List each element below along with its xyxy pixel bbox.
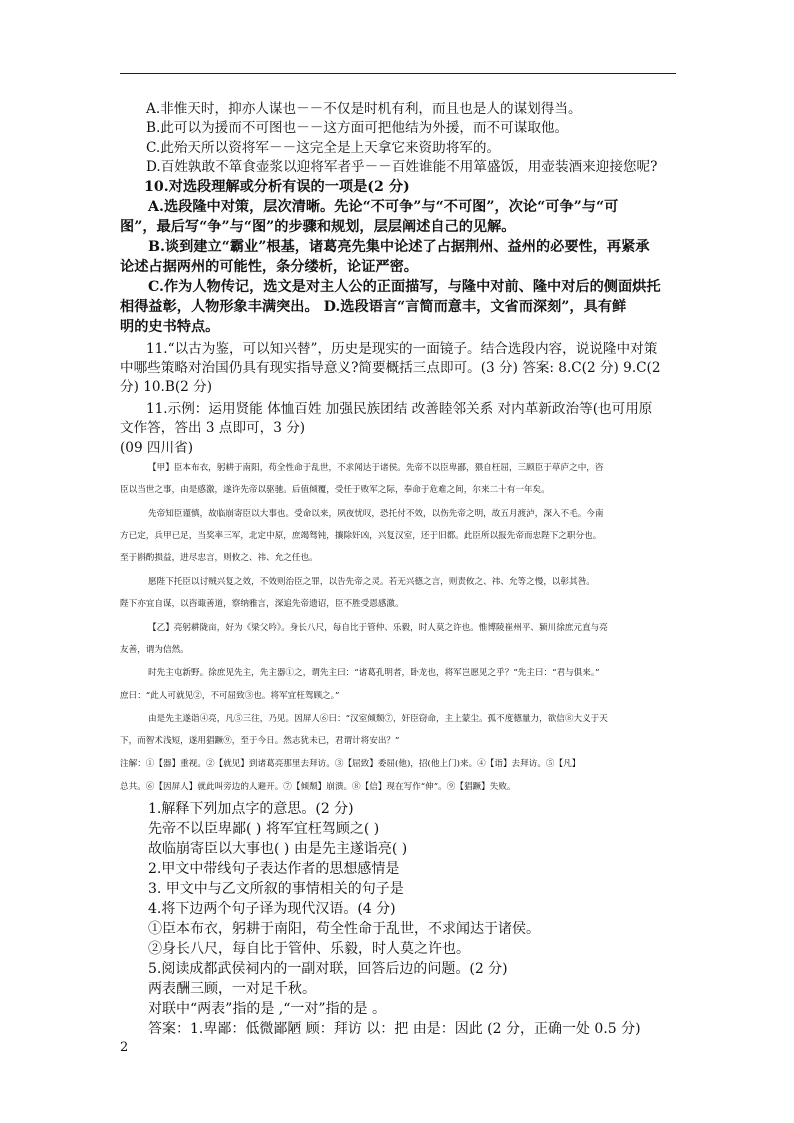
question-line: 对联中“两表”指的是 ,“一对”指的是 。 <box>148 1001 386 1017</box>
question-11-line: 中哪些策略对治国仍具有现实指导意义?简要概括三点即可。(3 分) 答案: 8.C(2 分) 9.C(2 <box>120 360 661 376</box>
option-9-d: D.百姓孰敢不箪食壶浆以迎将军者乎－－百姓谁能不用箪盛饭，用壶装酒来迎接您呢? <box>146 159 658 175</box>
passage-line: 陛下亦宜自谋，以咨诹善道，察纳雅言，深追先帝遗诏，臣不胜受恩感激。 <box>120 599 404 609</box>
passage-line: 友善，谓为信然。 <box>120 645 189 655</box>
passage-line: 方已定，兵甲已足，当奖率三军，北定中原，庶竭驽钝，攘除奸凶，兴复汉室，还于旧都。此臣所以报先帝而忠陛下之职分也。 <box>120 531 602 541</box>
question-11-answer: 11.示例：运用贤能 体恤百姓 加强民族团结 改善睦邻关系 对内革新政治等(也可用原 <box>146 401 653 417</box>
question-line: 两表酬三顾，一对足千秋。 <box>148 981 316 997</box>
question-line: 2.甲文中带线句子表达作者的思想感情是 <box>148 861 400 877</box>
question-11-answer: 文作答，答出 3 点即可，3 分) <box>120 420 306 436</box>
question-10-line: B.谈到建立“霸业”根基，诸葛亮先集中论述了占据荆州、益州的必要性，再紧承 <box>148 239 650 255</box>
passage-line: 【乙】亮躬耕陇亩，好为《梁父吟》。身长八尺，每自比于管仲、乐毅，时人莫之许也。惟博陵崔州平、颍川徐庶元直与亮 <box>148 623 608 633</box>
passage-line: 由是先主遂诣④亮，凡⑤三往，乃见。因屏人⑥曰：“汉室倾颓⑦，奸臣窃命，主上蒙尘。孤不度德量力，欲信⑧大义于天 <box>148 714 608 724</box>
question-line: ①臣本布衣，躬耕于南阳，苟全性命于乱世，不求闻达于诸侯。 <box>148 921 540 937</box>
question-line: 故临崩寄臣以大事也( ) 由是先主遂诣亮( ) <box>148 841 408 857</box>
passage-line: 庶曰：“此人可就见②，不可屈致③也。将军宜枉驾顾之。” <box>120 691 340 701</box>
question-10-line: 图”，最后写“争”与“图”的步骤和规划，层层阐述自己的见解。 <box>120 219 516 235</box>
question-11-line: 11.“以古为鉴，可以知兴替”，历史是现实的一面镜子。结合选段内容，说说隆中对策 <box>146 341 658 357</box>
header-rule <box>120 73 676 74</box>
passage-notes: 注解：①【器】重视。②【就见】到诸葛亮那里去拜访。③【屈致】委屈(他)，招(他上门)来。④【诣】去拜访。⑤【凡】 <box>120 759 581 769</box>
passage-line: 臣以当世之事，由是感激，遂许先帝以驱驰。后值倾覆，受任于败军之际，奉命于危难之间，尔来二十有一年矣。 <box>120 485 550 495</box>
option-9-b: B.此可以为援而不可图也－－这方面可把他结为外援，而不可谋取他。 <box>146 120 569 136</box>
question-10-line: C.作为人物传记，选文是对主人公的正面描写，与隆中对前、隆中对后的侧面烘托 <box>148 279 661 295</box>
question-10-line: 相得益彰，人物形象丰满突出。 D.选段语言“言简而意丰，文省而深刻”，具有鲜 <box>120 299 627 315</box>
question-line: 1.解释下列加点字的意思。(2 分) <box>148 801 354 817</box>
source-label: (09 四川省) <box>120 440 194 456</box>
question-line: ②身长八尺，每自比于管仲、乐毅，时人莫之许也。 <box>148 941 470 957</box>
question-11-line: 分) 10.B(2 分) <box>120 379 212 395</box>
passage-line: 时先主屯新野。徐庶见先主，先主器①之，谓先主曰：“诸葛孔明者，卧龙也，将军岂愿见之乎？”先主曰：“君与俱来。” <box>148 668 600 678</box>
question-10-line: 明的史书特点。 <box>120 319 220 335</box>
option-9-a: A.非惟天时，抑亦人谋也－－不仅是时机有利，而且也是人的谋划得当。 <box>146 101 582 117</box>
question-10-line: 论述占据两州的可能性，条分缕析，论证严密。 <box>120 259 418 275</box>
answer-line: 答案：1.卑鄙：低微鄙陋 顾：拜访 以：把 由是：因此 (2 分，正确一处 0.5 分) <box>148 1021 641 1037</box>
passage-line: 先帝知臣谨慎，故临崩寄臣以大事也。受命以来，夙夜忧叹，恐托付不效，以伤先帝之明，故五月渡泸，深入不毛。今南 <box>148 509 604 519</box>
question-line: 5.阅读成都武侯祠内的一副对联，回答后边的问题。(2 分) <box>148 961 508 977</box>
passage-line: 至于斟酌损益，进尽忠言，则攸之、祎、允之任也。 <box>120 553 318 563</box>
question-line: 4.将下边两个句子译为现代汉语。(4 分) <box>148 901 396 917</box>
question-line: 先帝不以臣卑鄙( ) 将军宜枉驾顾之( ) <box>148 821 380 837</box>
passage-notes: 总共。⑥【因屏人】就此叫旁边的人避开。⑦【倾颓】崩溃。⑧【信】现在写作“伸”。⑨【猖蹶】失败。 <box>120 782 516 792</box>
page-number: 2 <box>120 1040 129 1055</box>
question-10-line: A.选段隆中对策，层次清晰。先论“不可争”与“不可图”，次论“可争”与“可 <box>148 199 619 215</box>
passage-line: 愿陛下托臣以讨贼兴复之效，不效则治臣之罪，以告先帝之灵。若无兴德之言，则责攸之、祎、允等之慢，以彰其咎。 <box>148 577 595 587</box>
passage-line: 下，而智术浅短，遂用猖蹶⑨，至于今日。然志犹未已，君谓计将安出？” <box>120 736 400 746</box>
question-line: 3. 甲文中与乙文所叙的事情相关的句子是 <box>148 881 404 897</box>
option-9-c: C.此殆天所以资将军－－这完全是上天拿它来资助将军的。 <box>146 140 501 156</box>
question-10-title: 10.对选段理解或分析有误的一项是(2 分) <box>144 179 410 195</box>
passage-line: 【甲】臣本布衣，躬耕于南阳，苟全性命于乱世，不求闻达于诸侯。先帝不以臣卑鄙，猥自枉屈，三顾臣于草庐之中，咨 <box>148 463 604 473</box>
